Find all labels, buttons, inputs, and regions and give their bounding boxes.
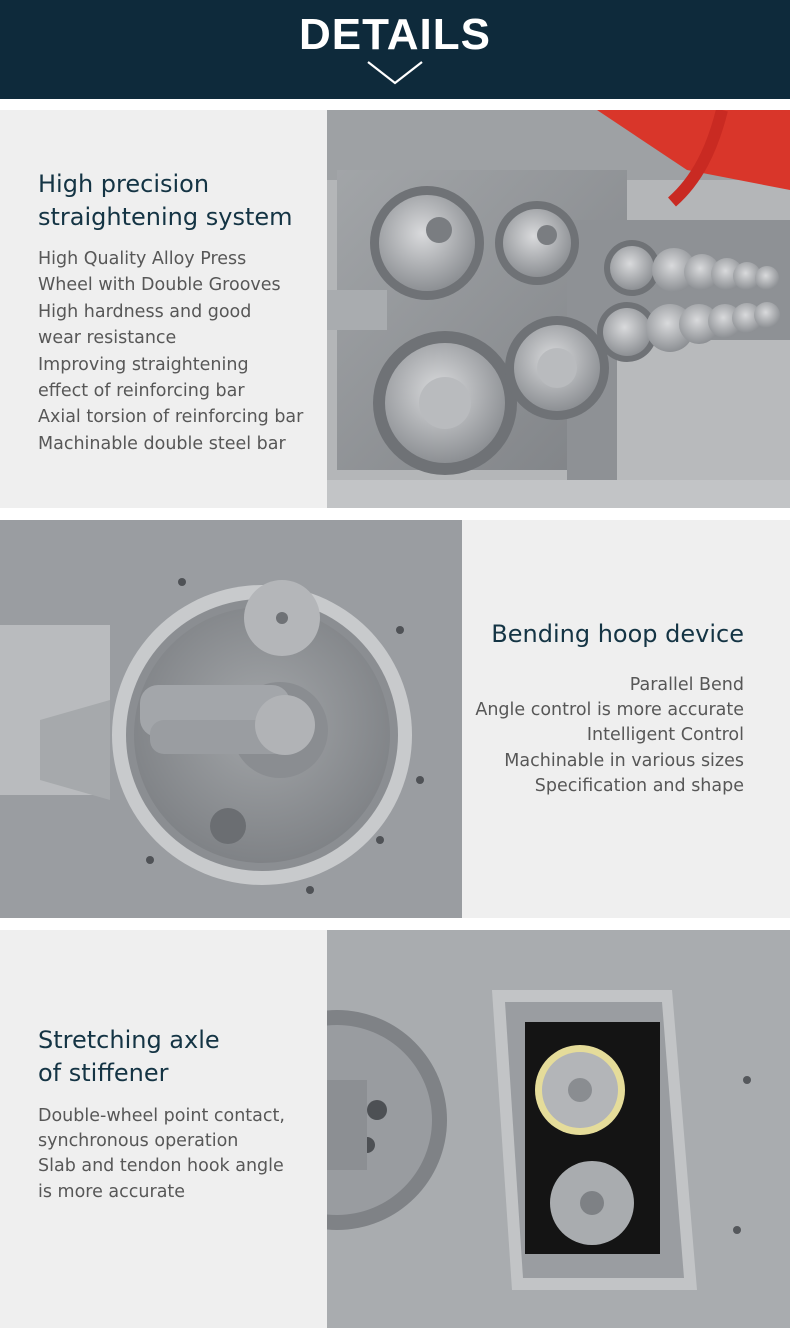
feature-line: Improving straightening	[38, 354, 249, 375]
feature-line: Machinable double steel bar	[38, 433, 286, 454]
feature-line: effect of reinforcing bar	[38, 381, 245, 402]
feature-line: High Quality Alloy Press	[38, 249, 247, 269]
feature-title: Bending hoop device	[491, 620, 744, 648]
feature-straightening	[0, 110, 790, 508]
feature-bending-hoop	[0, 520, 790, 918]
feature-line: is more accurate	[38, 1181, 186, 1202]
bending-hoop-disc-photo	[0, 520, 462, 918]
feature-line: High hardness and good	[38, 301, 252, 322]
feature-text	[470, 618, 744, 918]
feature-line: wear resistance	[38, 328, 177, 349]
feature-description	[470, 673, 744, 799]
feature-line: Parallel Bend	[629, 675, 744, 695]
feature-title-line: Stretching axle	[38, 1026, 220, 1054]
feature-description	[38, 246, 323, 457]
feature-title-line: straightening system	[38, 203, 293, 231]
feature-line: Wheel with Double Grooves	[38, 275, 281, 296]
feature-title-line: High precision	[38, 170, 210, 198]
details-header	[0, 0, 790, 99]
feature-line: Machinable in various sizes	[504, 750, 744, 771]
feature-description	[38, 1104, 323, 1205]
feature-title	[38, 168, 323, 234]
feature-text	[38, 1024, 323, 1328]
feature-stretching-axle	[0, 930, 790, 1328]
feature-line: Intelligent Control	[586, 725, 744, 746]
feature-line: Slab and tendon hook angle	[38, 1156, 284, 1177]
feature-line: Double-wheel point contact,	[38, 1106, 285, 1126]
feature-title-line: of stiffener	[38, 1059, 169, 1087]
stretching-axle-wheels-photo	[327, 930, 790, 1328]
feature-line: Specification and shape	[534, 775, 744, 796]
feature-title	[38, 1024, 323, 1090]
feature-line: Axial torsion of reinforcing bar	[38, 407, 304, 428]
feature-line: Angle control is more accurate	[475, 700, 744, 721]
feature-text	[38, 168, 323, 508]
feature-line: synchronous operation	[38, 1131, 239, 1152]
page-title: DETAILS	[299, 10, 491, 59]
straightening-rollers-photo	[327, 110, 790, 508]
chevron-down-icon	[366, 60, 424, 86]
